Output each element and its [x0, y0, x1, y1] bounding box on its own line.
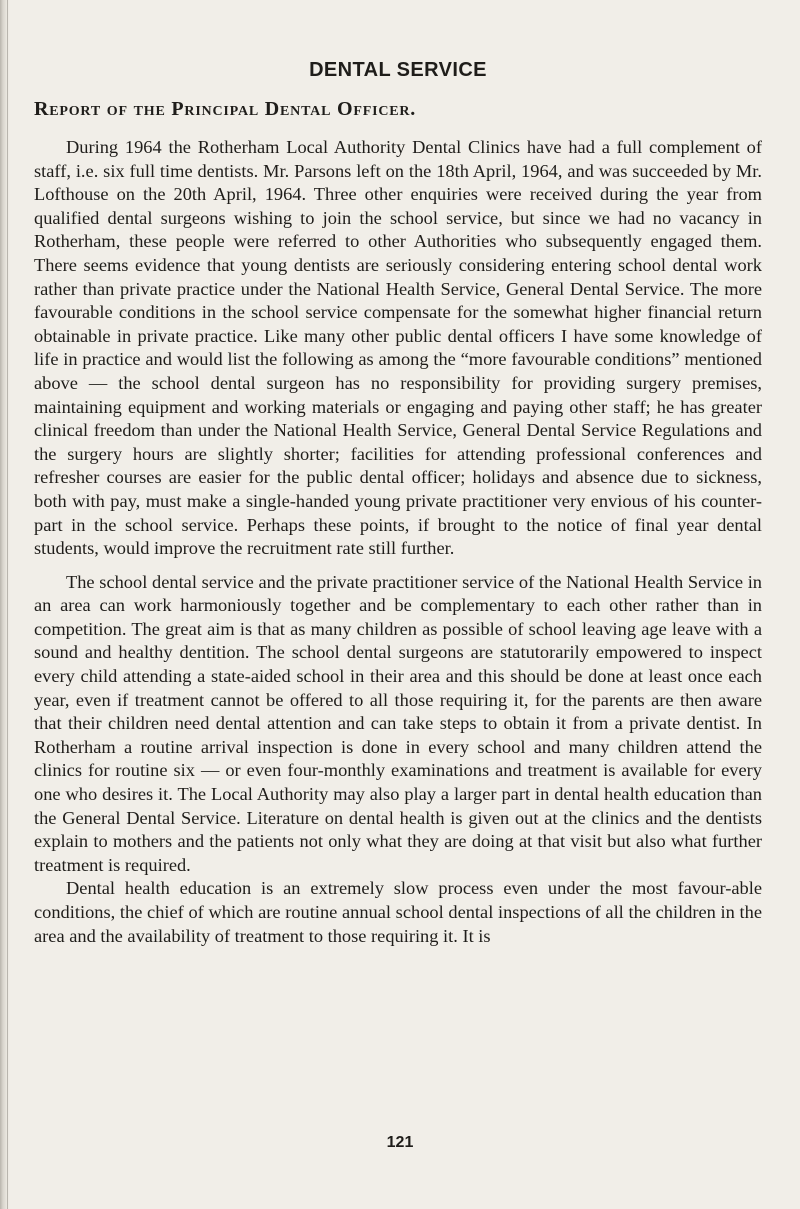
document-page: [34, 56, 762, 948]
page-edge-line: [7, 0, 8, 1209]
page-edge-shadow: [0, 0, 10, 1209]
page-title: DENTAL SERVICE: [309, 59, 487, 81]
report-subtitle: Report of the Principal Dental Officer.: [34, 98, 417, 120]
paragraph-1: During 1964 the Rotherham Local Authority Dental Clinics have had a full complement of staff, i.e. six full time dentists. Mr. Parsons left on the 18th April, 1964, and was succeeded by Mr. Lofthouse on the 20th April, 1964. Three other enquiries were received during the year from qualified dental surgeons wishing to join the school service, but since we had no vacancy in Rotherham, these people were referred to other Authorities who subsequently engaged them. There seems evidence that young dentists are seriously considering entering school dental work rather than private practice under the National Health Service, General Dental Service. The more favourable conditions in the school service compensate for the somewhat higher financial return obtainable in private practice. Like many other public dental officers I have some knowledge of life in practice and would list the following as among the “more favourable conditions” mentioned above — the school dental surgeon has no responsibility for providing surgery premises, maintaining equipment and working materials or engaging and paying other staff; he has greater clinical freedom than under the National Health Service, General Dental Service Regulations and the surgery hours are slightly shorter; facilities for attending professional conferences and refresher courses are easier for the public dental officer; holidays and absence due to sickness, both with pay, must make a single-handed young private practitioner very envious of his counter-part in the school service. Perhaps these points, if brought to the notice of final year dental students, would improve the recruitment rate still further.: [34, 137, 762, 559]
page-number: 121: [386, 1134, 414, 1151]
paragraph-3: Dental health education is an extremely slow process even under the most favour-able conditions, the chief of which are routine annual school dental inspections of all the children in the area and the availability of treatment to those requiring it. It is: [34, 878, 762, 946]
paragraph-2: The school dental service and the private practitioner service of the National Health Service in an area can work harmoniously together and be complementary to each other rather than in competition. The great aim is that as many children as possible of school leaving age leave with a sound and healthy dentition. The school dental surgeons are statutorarily empowered to inspect every child attending a state-aided school in their area and this should be done at least once each year, even if treatment cannot be offered to all those requiring it, for the parents are then aware that their children need dental attention and can take steps to obtain it from a private dentist. In Rotherham a routine arrival inspection is done in every school and many children attend the clinics for routine six — or even four-monthly examinations and treatment is available for every one who desires it. The Local Authority may also play a larger part in dental health education than the General Dental Service. Literature on dental health is given out at the clinics and the dentists explain to mothers and the patients not only what they are doing at that visit but also what further treatment is required.: [34, 571, 762, 875]
